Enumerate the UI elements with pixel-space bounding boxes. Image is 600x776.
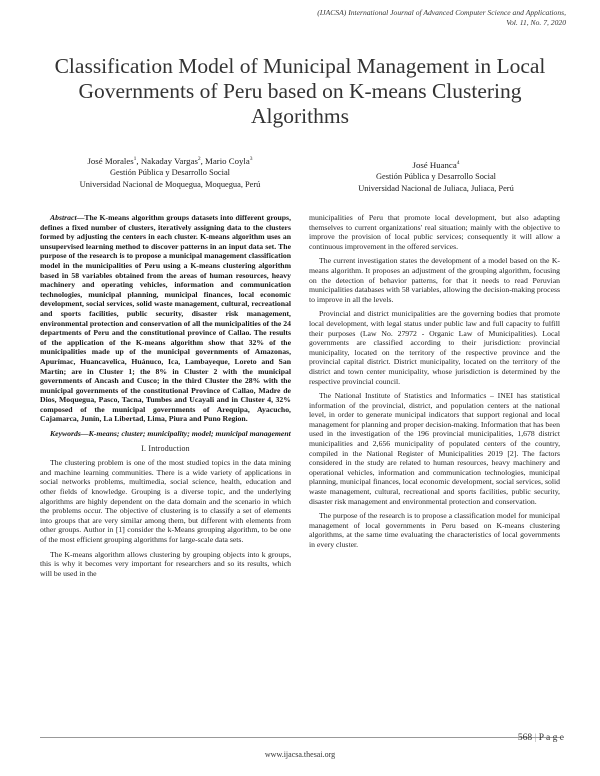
intro-paragraph-1: The clustering problem is one of the most studied topics in the data mining and machine learning communities. There is a wide variety of applications in social networks problems, multimedia, social science, health, education and other fields of knowledge. Grouping is a diverse topic, and the underlying algorithms are highly dependent on the data domain and the scenario in which the problems occur. The objective of clustering is to classify a set of elements into groups that are very similar among them, but different with elements from other groups. Author in [1] consider the k-Means grouping algorithm, to be one of the most efficient grouping algorithms for large-scale data sets.: [40, 458, 291, 544]
journal-header: [317, 8, 566, 28]
author-univ-right: Universidad Nacional de Juliaca, Juliaca, Perú: [358, 183, 514, 193]
left-column: [40, 213, 291, 583]
author-block-left: [42, 156, 298, 190]
body-paragraph-1: municipalities of Peru that promote local development, but also adapting themselves to current organizations' real situation; mainly with the objective to improve the provision of local public services; consequently it will allow a continuous improvement in the offered services.: [309, 213, 560, 251]
journal-header-line1: (IJACSA) International Journal of Advanced Computer Science and Applications,: [317, 8, 566, 17]
abstract: Abstract—The K-means algorithm groups datasets into different groups, defines a fixed number of clusters, iteratively assigning data to the clusters formed by adjusting the centers in each cluster. K-means algorithm uses an unsupervised learning method to discover patterns in an input data set. The purpose of the research is to propose a municipal management classification model in the municipalities of Peru using a K-means clustering algorithm based in 58 variables obtained from the areas of human resources, heavy machinery and operating vehicles, information and communication technologies, municipal planning, municipal finances, local economic development, social services, solid waste management, cultural, recreational and sports facilities, public security, disaster risk management, environmental protection and conservation of all the municipalities of the 24 departments of Peru and the constitutional province of Callao. The results of the application of the K-means algorithm show that 32% of the municipalities made up of the municipal governments of Amazonas, Apurímac, Huancavelica, Huánuco, Ica, Lambayeque, Loreto and San Martín; are in Cluster 1; the 8% in Cluster 2 with the municipal governments of Ancash and Cusco; in the third Cluster the 28% with the municipal governments of the constitutional Province of Callao, Madre de Dios, Moquegua, Pasco, Tacna, Tumbes and Ucayali and in Cluster 4, 32% composed of the municipal governments of Arequipa, Ayacucho, Cajamarca, Junín, La Libertad, Lima, Piura and Puno Region.: [40, 213, 291, 424]
author-names-left: José Morales$^1$, Nakaday Vargas$^2$, Mario Coyla$^3$: [87, 156, 253, 166]
author-univ-left: Universidad Nacional de Moquegua, Moquegua, Perú: [79, 179, 261, 189]
body-paragraph-5: The purpose of the research is to propose a classification model for municipal management of local governments in Peru based on K-means clustering algorithms, at the same time evaluating the characteristics of local governments in every cluster.: [309, 511, 560, 549]
page-number: 568 | P a g e: [517, 733, 564, 743]
journal-header-line2: Vol. 11, No. 7, 2020: [506, 18, 566, 27]
body-paragraph-2: The current investigation states the development of a model based on the K-means algorithm. It proposes an adjustment of the grouping algorithm, focusing on the detection of behavior patterns, for that it needs to read Peruvian municipalities databases with 58 variables, allowing the decision-making process to improve in all the levels.: [309, 256, 561, 304]
paper-title: Classification Model of Municipal Management in Local Governments of Peru based on K-means Clustering Algorithms: [54, 54, 546, 128]
author-block-right: [308, 160, 564, 194]
author-names-right: José Huanca$^4$: [412, 160, 460, 170]
intro-paragraph-2: The K-means algorithm allows clustering by grouping objects into k groups, this is why it becomes very important for researchers and so its results, which will be used in the: [40, 549, 291, 578]
author-dept-right: Gestión Pública y Desarrollo Social: [375, 172, 497, 182]
footer-url: www.ijacsa.thesai.org: [264, 750, 336, 759]
body-paragraph-4: The National Institute of Statistics and Informatics – INEI has statistical information of the provincial, district, and population centers at the national level, in order to generate municipal indicators that support regional and local management for planning and proper decision-making. Information that has been used in the investigation of the 196 provincial municipalities, 1,678 district municipalities and 2,656 municipality of populated centers of the country, compiled in the National Register of Municipalities 2019 [2]. The factors considered in the study are related to human resources, heavy machinery and operational vehicles, information and communication technologies, municipal planning, municipal finances, local economic development, social services, solid waste management, cultural, recreational and sports facilities, public security, disaster risk management and environmental protection and conservation.: [309, 391, 560, 506]
keywords: Keywords—K-means; cluster; municipality; model; municipal management: [50, 429, 291, 439]
author-dept-left: Gestión Pública y Desarrollo Social: [109, 168, 231, 178]
footer-divider: [40, 737, 560, 738]
section-heading-introduction: I. Introduction: [141, 443, 190, 453]
right-column: [309, 213, 560, 555]
body-paragraph-3: Provincial and district municipalities are the governing bodies that promote local development, with legal status under public law and full capacity to fulfill their purposes (Law No. 27972 - Organic Law of Municipalities). Local governments are classified according to their jurisdiction: provincial municipality, located on the territory of the respective province and the provincial capital district. District municipality, located on the territory of the district and town center municipality, whose jurisdiction is determined by the respective provincial council.: [309, 309, 560, 386]
